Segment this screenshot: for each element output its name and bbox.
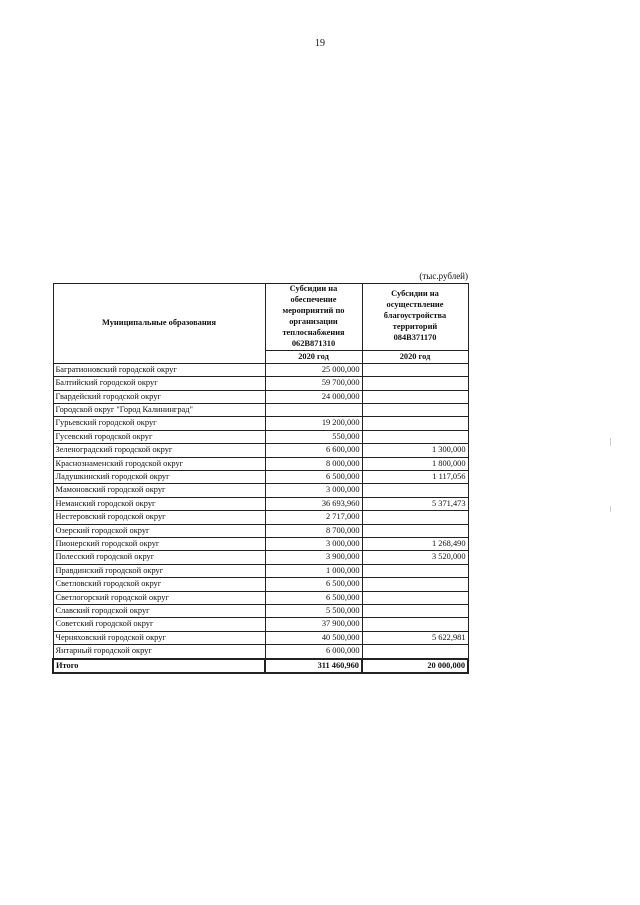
units-note: (тыс.рублей) <box>419 271 468 281</box>
heating-subsidy-value: 24 000,000 <box>265 390 362 403</box>
improvement-subsidy-value: 1 117,056 <box>362 471 468 484</box>
scan-edge-mark <box>610 438 611 446</box>
header-line: 062В871310 <box>291 338 336 348</box>
table-row <box>53 484 468 497</box>
header-year-b: 2020 год <box>362 350 468 363</box>
header-line: мероприятий по <box>282 305 345 315</box>
heating-subsidy-value: 6 500,000 <box>265 471 362 484</box>
improvement-subsidy-value <box>362 578 468 591</box>
municipality-name: Гвардейский городской округ <box>53 390 265 403</box>
heating-subsidy-value <box>265 404 362 417</box>
scan-edge-mark <box>610 506 611 512</box>
table-row <box>53 551 468 564</box>
table-row <box>53 444 468 457</box>
municipality-name: Балтийский городской округ <box>53 377 265 390</box>
municipality-name: Светловский городской округ <box>53 578 265 591</box>
improvement-subsidy-value <box>362 404 468 417</box>
improvement-subsidy-value <box>362 377 468 390</box>
improvement-subsidy-value <box>362 511 468 524</box>
heating-subsidy-value: 2 717,000 <box>265 511 362 524</box>
municipality-name: Гурьевский городской округ <box>53 417 265 430</box>
municipality-name: Багратионовский городской округ <box>53 363 265 376</box>
table-body <box>53 363 468 658</box>
municipality-name: Полесский городской округ <box>53 551 265 564</box>
table-row <box>53 524 468 537</box>
municipality-name: Озерский городской округ <box>53 524 265 537</box>
subsidies-table <box>52 283 469 674</box>
improvement-subsidy-value <box>362 417 468 430</box>
heating-subsidy-value: 3 900,000 <box>265 551 362 564</box>
improvement-subsidy-value <box>362 645 468 659</box>
heating-subsidy-value: 550,000 <box>265 430 362 443</box>
table-row <box>53 578 468 591</box>
improvement-subsidy-value <box>362 591 468 604</box>
heating-subsidy-value: 1 000,000 <box>265 564 362 577</box>
table-row <box>53 511 468 524</box>
total-row <box>53 659 468 673</box>
header-improvement-subsidy <box>362 284 468 351</box>
heating-subsidy-value: 6 500,000 <box>265 591 362 604</box>
heating-subsidy-value: 6 600,000 <box>265 444 362 457</box>
heating-subsidy-value: 3 000,000 <box>265 538 362 551</box>
header-line: осуществление <box>386 300 444 310</box>
heating-subsidy-value: 5 500,000 <box>265 604 362 617</box>
municipality-name: Черняховский городской округ <box>53 631 265 644</box>
table-row <box>53 564 468 577</box>
municipality-name: Гусевский городской округ <box>53 430 265 443</box>
table-row <box>53 363 468 376</box>
header-line: организации <box>289 316 338 326</box>
table-row <box>53 471 468 484</box>
municipality-name: Нестеровский городской округ <box>53 511 265 524</box>
header-line: теплоснабжения <box>282 327 345 337</box>
header-line: территорий <box>392 322 438 332</box>
header-line: обеспечение <box>290 294 337 304</box>
heating-subsidy-value: 8 000,000 <box>265 457 362 470</box>
improvement-subsidy-value: 5 622,981 <box>362 631 468 644</box>
improvement-subsidy-value: 1 268,490 <box>362 538 468 551</box>
improvement-subsidy-value <box>362 618 468 631</box>
header-heating-subsidy <box>265 284 362 351</box>
municipality-name: Неманский городской округ <box>53 497 265 510</box>
improvement-subsidy-value: 5 371,473 <box>362 497 468 510</box>
table-row <box>53 404 468 417</box>
header-line: 084В371170 <box>393 333 437 343</box>
municipality-name: Славский городской округ <box>53 604 265 617</box>
improvement-subsidy-value <box>362 524 468 537</box>
improvement-subsidy-value: 1 300,000 <box>362 444 468 457</box>
heating-subsidy-value: 6 500,000 <box>265 578 362 591</box>
municipality-name: Краснознаменский городской округ <box>53 457 265 470</box>
municipality-name: Светлогорский городской округ <box>53 591 265 604</box>
improvement-subsidy-value: 3 520,000 <box>362 551 468 564</box>
heating-subsidy-value: 19 200,000 <box>265 417 362 430</box>
municipality-name: Пионерский городской округ <box>53 538 265 551</box>
improvement-subsidy-value <box>362 484 468 497</box>
table-row <box>53 417 468 430</box>
municipality-name: Городской округ "Город Калининград" <box>53 404 265 417</box>
heating-subsidy-value: 8 700,000 <box>265 524 362 537</box>
improvement-subsidy-value <box>362 363 468 376</box>
table-row <box>53 604 468 617</box>
heating-subsidy-value: 3 000,000 <box>265 484 362 497</box>
improvement-subsidy-value <box>362 430 468 443</box>
header-municipalities: Муниципальные образования <box>53 284 265 364</box>
municipality-name: Советский городской округ <box>53 618 265 631</box>
table-row <box>53 377 468 390</box>
improvement-subsidy-value <box>362 564 468 577</box>
header-line: Субсидии на <box>391 289 439 299</box>
heating-subsidy-value: 25 000,000 <box>265 363 362 376</box>
header-line: Субсидии на <box>289 284 338 293</box>
heating-subsidy-value: 6 000,000 <box>265 645 362 659</box>
table-row <box>53 618 468 631</box>
table-row <box>53 497 468 510</box>
total-value-a: 311 460,960 <box>265 659 362 673</box>
page-number: 19 <box>315 38 325 49</box>
table-row <box>53 390 468 403</box>
table-row <box>53 457 468 470</box>
heating-subsidy-value: 59 700,000 <box>265 377 362 390</box>
municipality-name: Мамоновский городской округ <box>53 484 265 497</box>
municipality-name: Правдинский городской округ <box>53 564 265 577</box>
heating-subsidy-value: 40 500,000 <box>265 631 362 644</box>
header-line: благоустройства <box>383 311 447 321</box>
table-row <box>53 538 468 551</box>
municipality-name: Янтарный городской округ <box>53 645 265 659</box>
total-value-b: 20 000,000 <box>362 659 468 673</box>
table-row <box>53 645 468 659</box>
table-row <box>53 430 468 443</box>
header-year-a: 2020 год <box>265 350 362 363</box>
total-label: Итого <box>53 659 265 673</box>
improvement-subsidy-value: 1 800,000 <box>362 457 468 470</box>
table-row <box>53 591 468 604</box>
municipality-name: Ладушкинский городской округ <box>53 471 265 484</box>
table-row <box>53 631 468 644</box>
heating-subsidy-value: 36 693,960 <box>265 497 362 510</box>
improvement-subsidy-value <box>362 390 468 403</box>
improvement-subsidy-value <box>362 604 468 617</box>
municipality-name: Зеленоградский городской округ <box>53 444 265 457</box>
heating-subsidy-value: 37 900,000 <box>265 618 362 631</box>
